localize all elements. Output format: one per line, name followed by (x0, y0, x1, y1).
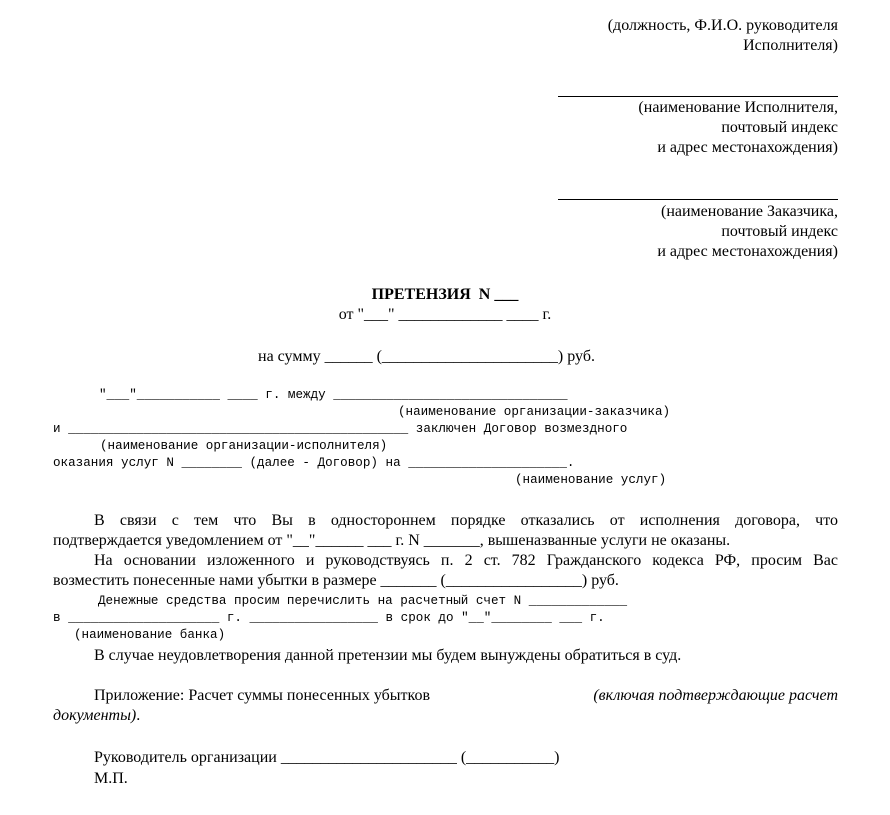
title-block (0, 285, 890, 325)
signature-line: Руководитель организации ______________________ (___________) (94, 749, 560, 766)
customer-line-2: почтовый индекс (721, 223, 838, 240)
contract-line-2: и _____________________________________________ заключен Договор возмездного (53, 422, 628, 436)
bank-caption: (наименование банка) (74, 628, 226, 642)
appendix (53, 686, 838, 726)
claim-amount: на сумму ______ (______________________) руб. (258, 348, 595, 365)
paragraph-1-line-1: В связи с тем что Вы в одностороннем порядке отказались от исполнения договора, что (94, 512, 838, 529)
addressee-line-2: Исполнителя) (743, 37, 838, 54)
contractor-line-2: почтовый индекс (721, 119, 838, 136)
contractor-fill-line (558, 96, 838, 97)
contract-line-3: оказания услуг N ________ (далее - Договор) на _____________________. (53, 456, 575, 470)
appendix-note-1: (включая подтверждающие расчет (593, 687, 838, 704)
customer-line-1: (наименование Заказчика, (660, 203, 838, 220)
bank-line-2: в ____________________ г. _________________ в срок до "__"________ ___ г. (53, 611, 605, 625)
appendix-note-end: . (136, 707, 141, 724)
appendix-label: Приложение: Расчет суммы понесенных убытков (94, 687, 431, 704)
contractor-block (438, 98, 838, 158)
contractor-line-1: (наименование Исполнителя, (638, 99, 838, 116)
contractor-line-3: и адрес местонахождения) (657, 139, 838, 156)
claim-date: от "___" _____________ ____ г. (338, 306, 552, 323)
contract-caption-2: (наименование организации-исполнителя) (100, 439, 388, 453)
claim-title: ПРЕТЕНЗИЯ N ___ (371, 286, 519, 303)
paragraph-2-line-1: На основании изложенного и руководствуясь п. 2 ст. 782 Гражданского кодекса РФ, просим Вас (94, 552, 838, 569)
contract-line-1: "___"___________ ____ г. между _______________________________ (99, 388, 568, 402)
addressee-block (438, 16, 838, 56)
paragraph-3: В случае неудовлетворения данной претензии мы будем вынуждены обратиться в суд. (94, 647, 682, 664)
paragraph-2-line-2: возместить понесенные нами убытки в размере _______ (_________________) руб. (53, 572, 619, 589)
customer-fill-line (558, 199, 838, 200)
contract-caption-3: (наименование услуг) (515, 473, 667, 487)
appendix-note-2: документы) (53, 707, 137, 724)
customer-block (438, 202, 838, 262)
paragraph-1 (53, 511, 838, 551)
paragraph-2 (53, 551, 838, 591)
appendix-line-1 (53, 686, 838, 706)
customer-line-3: и адрес местонахождения) (657, 243, 838, 260)
paragraph-1-line-2: подтверждается уведомлением от "__"______ ___ г. N _______, вышеназванные услуги не оказаны. (53, 532, 731, 549)
bank-line-1: Денежные средства просим перечислить на расчетный счет N _____________ (98, 594, 628, 608)
stamp-label: М.П. (94, 770, 128, 787)
contract-caption-1: (наименование организации-заказчика) (398, 405, 671, 419)
appendix-line-2 (53, 706, 838, 726)
addressee-line-1: (должность, Ф.И.О. руководителя (607, 17, 838, 34)
